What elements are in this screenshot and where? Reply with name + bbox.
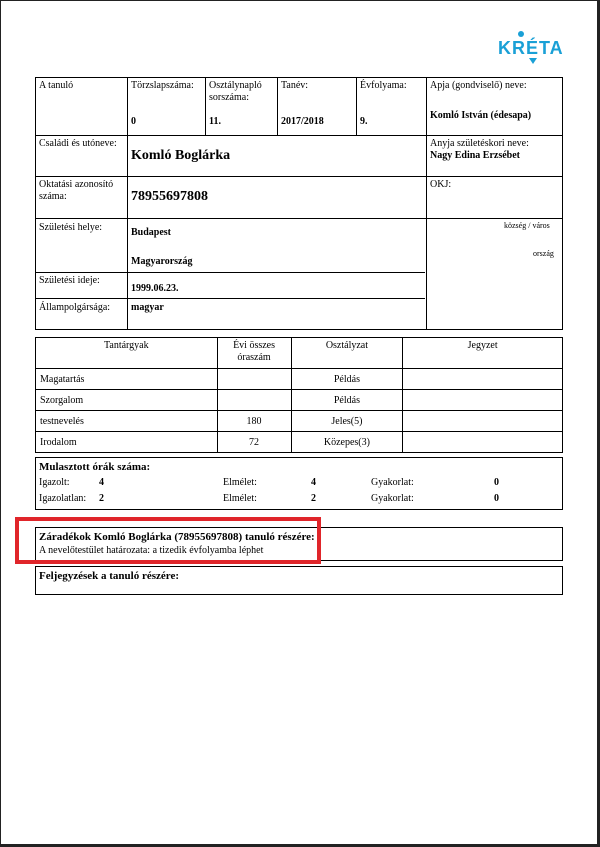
osztalynaplo-value: 11.: [209, 116, 221, 127]
subject-cell: testnevelés: [36, 411, 218, 432]
elmelet-value-1: 4: [311, 477, 316, 488]
apja-value: Komló István (édesapa): [430, 110, 532, 121]
subject-cell: Szorgalom: [36, 390, 218, 411]
szuletesi-ido-value: 1999.06.23.: [131, 283, 179, 294]
absences-title: Mulasztott órák száma:: [39, 461, 151, 473]
grades-header-row: [36, 338, 563, 369]
grade-cell: Közepes(3): [291, 432, 403, 453]
evfolyam-label: Évfolyama:: [360, 80, 407, 91]
subject-cell: Magatartás: [36, 369, 218, 390]
torzslapszam-label: Törzslapszáma:: [131, 80, 194, 91]
col-header-hours: Évi összes óraszám: [217, 338, 291, 369]
hours-cell: 180: [217, 411, 291, 432]
hours-cell: [217, 390, 291, 411]
logo-dot-icon: [518, 31, 524, 37]
igazolatlan-value: 2: [99, 493, 104, 504]
table-row: [36, 369, 563, 390]
highlight-box: [15, 517, 321, 564]
note-cell: [403, 432, 563, 453]
logo-triangle-icon: [529, 58, 537, 64]
note-cell: [403, 369, 563, 390]
gyakorlat-value-2: 0: [494, 493, 499, 504]
osztalynaplo-label: Osztálynapló sorszáma:: [209, 80, 262, 103]
col-header-subject: Tantárgyak: [36, 338, 218, 369]
hours-cell: [217, 369, 291, 390]
grade-cell: Példás: [291, 390, 403, 411]
anyja-value: Nagy Edina Erzsébet: [430, 150, 520, 161]
grade-cell: Jeles(5): [291, 411, 403, 432]
gyakorlat-value-1: 0: [494, 477, 499, 488]
torzslapszam-value: 0: [131, 116, 136, 127]
gyakorlat-label-2: Gyakorlat:: [371, 493, 414, 504]
anyja-label: Anyja születéskori neve:: [430, 138, 529, 149]
elmelet-value-2: 2: [311, 493, 316, 504]
szuletesi-ido-label: Születési ideje:: [39, 275, 100, 286]
table-row: [36, 432, 563, 453]
note-cell: [403, 390, 563, 411]
evfolyam-value: 9.: [360, 116, 368, 127]
oktatasi-label: Oktatási azonosító száma:: [39, 179, 114, 202]
col-header-grade: Osztályzat: [291, 338, 403, 369]
zaradek-title: Záradékok Komló Boglárka (78955697808) tanuló részére:: [39, 531, 315, 543]
note-cell: [403, 411, 563, 432]
feljegyzesek-title: Feljegyzések a tanuló részére:: [39, 570, 179, 582]
igazolt-value: 4: [99, 477, 104, 488]
elmelet-label-1: Elmélet:: [223, 477, 257, 488]
orszag-value: Magyarország: [131, 256, 193, 267]
allampolgarsag-value: magyar: [131, 302, 164, 313]
grade-cell: Példás: [291, 369, 403, 390]
gyakorlat-label-1: Gyakorlat:: [371, 477, 414, 488]
igazolatlan-label: Igazolatlan:: [39, 493, 87, 504]
kozseg-label: község / város: [504, 221, 550, 230]
allampolgarsag-label: Állampolgársága:: [39, 302, 111, 313]
orszag-label: ország: [533, 249, 554, 258]
oktatasi-value: 78955697808: [131, 189, 208, 204]
col-header-note: Jegyzet: [403, 338, 563, 369]
varos-value: Budapest: [131, 227, 172, 238]
hours-cell: 72: [217, 432, 291, 453]
apja-label: Apja (gondviselő) neve:: [430, 80, 527, 91]
tanulo-label: A tanuló: [39, 80, 74, 91]
csaladi-label: Családi és utóneve:: [39, 138, 117, 149]
table-row: [36, 411, 563, 432]
igazolt-label: Igazolt:: [39, 477, 70, 488]
kreta-logo: KRÉTA: [498, 38, 564, 58]
student-name: Komló Boglárka: [131, 148, 231, 163]
tanev-label: Tanév:: [281, 80, 309, 91]
table-row: [36, 390, 563, 411]
tanev-value: 2017/2018: [281, 116, 324, 127]
zaradek-text: A nevelőtestület határozata: a tizedik évfolyamba léphet: [39, 545, 264, 556]
subject-cell: Irodalom: [36, 432, 218, 453]
okj-label: OKJ:: [430, 179, 452, 190]
grades-table: [35, 337, 563, 453]
szuletesi-hely-label: Születési helye:: [39, 222, 103, 233]
elmelet-label-2: Elmélet:: [223, 493, 257, 504]
